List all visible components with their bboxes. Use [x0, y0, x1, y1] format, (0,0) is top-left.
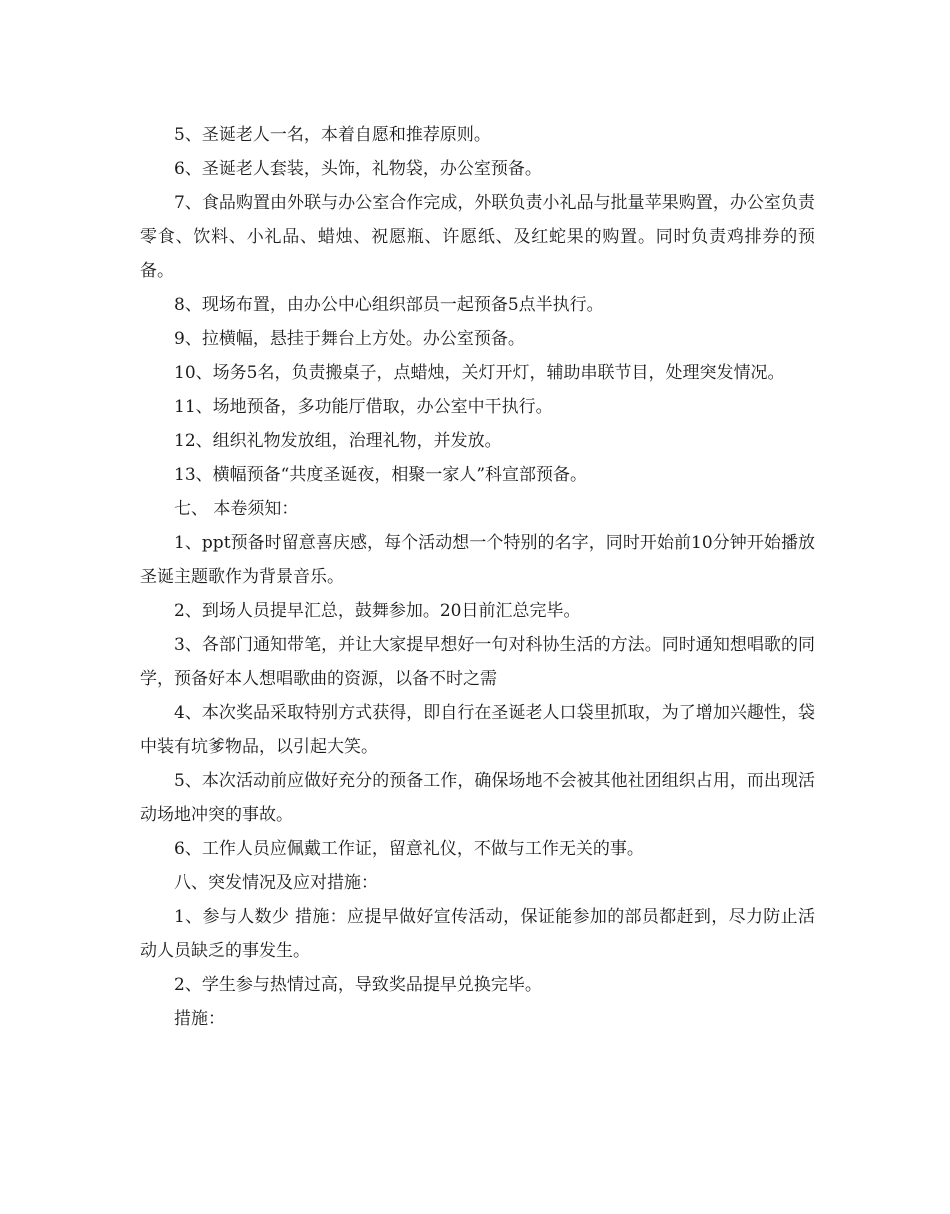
paragraph: 5、圣诞老人一名，本着自愿和推荐原则。: [174, 125, 491, 145]
paragraph: 7、食品购置由外联与办公室合作完成，外联负责小礼品与批量苹果购置，办公室负责零食、饮料、小礼品、蜡烛、祝愿瓶、许愿纸、及红蛇果的购置。同时负责鸡排券的预备。: [140, 193, 815, 281]
paragraph: 8、现场布置，由办公中心组织部员一起预备5点半执行。: [174, 295, 604, 315]
paragraph: 2、学生参与热情过高，导致奖品提早兑换完毕。: [174, 975, 542, 995]
paragraph: 4、本次奖品采取特别方式获得，即自行在圣诞老人口袋里抓取，为了增加兴趣性，袋中装有坑爹物品，以引起大笑。: [140, 703, 815, 757]
paragraph: 6、圣诞老人套装，头饰，礼物袋，办公室预备。: [174, 159, 542, 179]
paragraph: 措施：: [174, 1009, 225, 1029]
paragraph: 10、场务5名，负责搬桌子，点蜡烛，关灯开灯，辅助串联节目，处理突发情况。: [174, 363, 785, 383]
paragraph: 3、各部门通知带笔，并让大家提早想好一句对科协生活的方法。同时通知想唱歌的同学，预备好本人想唱歌曲的资源，以备不时之需: [140, 635, 815, 689]
paragraph: 6、工作人员应佩戴工作证，留意礼仪，不做与工作无关的事。: [174, 839, 644, 859]
section-heading: 七、 本卷须知：: [174, 499, 299, 519]
paragraph: 2、到场人员提早汇总，鼓舞参加。20日前汇总完毕。: [174, 601, 581, 621]
paragraph: 9、拉横幅，悬挂于舞台上方处。办公室预备。: [174, 329, 525, 349]
paragraph: 11、场地预备，多功能厅借取，办公室中干执行。: [174, 397, 553, 417]
paragraph: 5、本次活动前应做好充分的预备工作，确保场地不会被其他社团组织占用，而出现活动场地冲突的事故。: [140, 771, 815, 825]
paragraph: 1、ppt预备时留意喜庆感，每个活动想一个特别的名字，同时开始前10分钟开始播放圣诞主题歌作为背景音乐。: [140, 533, 815, 587]
paragraph: 1、参与人数少 措施：应提早做好宣传活动，保证能参加的部员都赶到，尽力防止活动人员缺乏的事发生。: [140, 907, 815, 961]
section-heading: 八、突发情况及应对措施：: [174, 873, 378, 893]
paragraph: 13、横幅预备“共度圣诞夜，相聚一家人”科宣部预备。: [174, 465, 588, 485]
paragraph: 12、组织礼物发放组，治理礼物，并发放。: [174, 431, 502, 451]
document-body: [140, 118, 815, 1036]
